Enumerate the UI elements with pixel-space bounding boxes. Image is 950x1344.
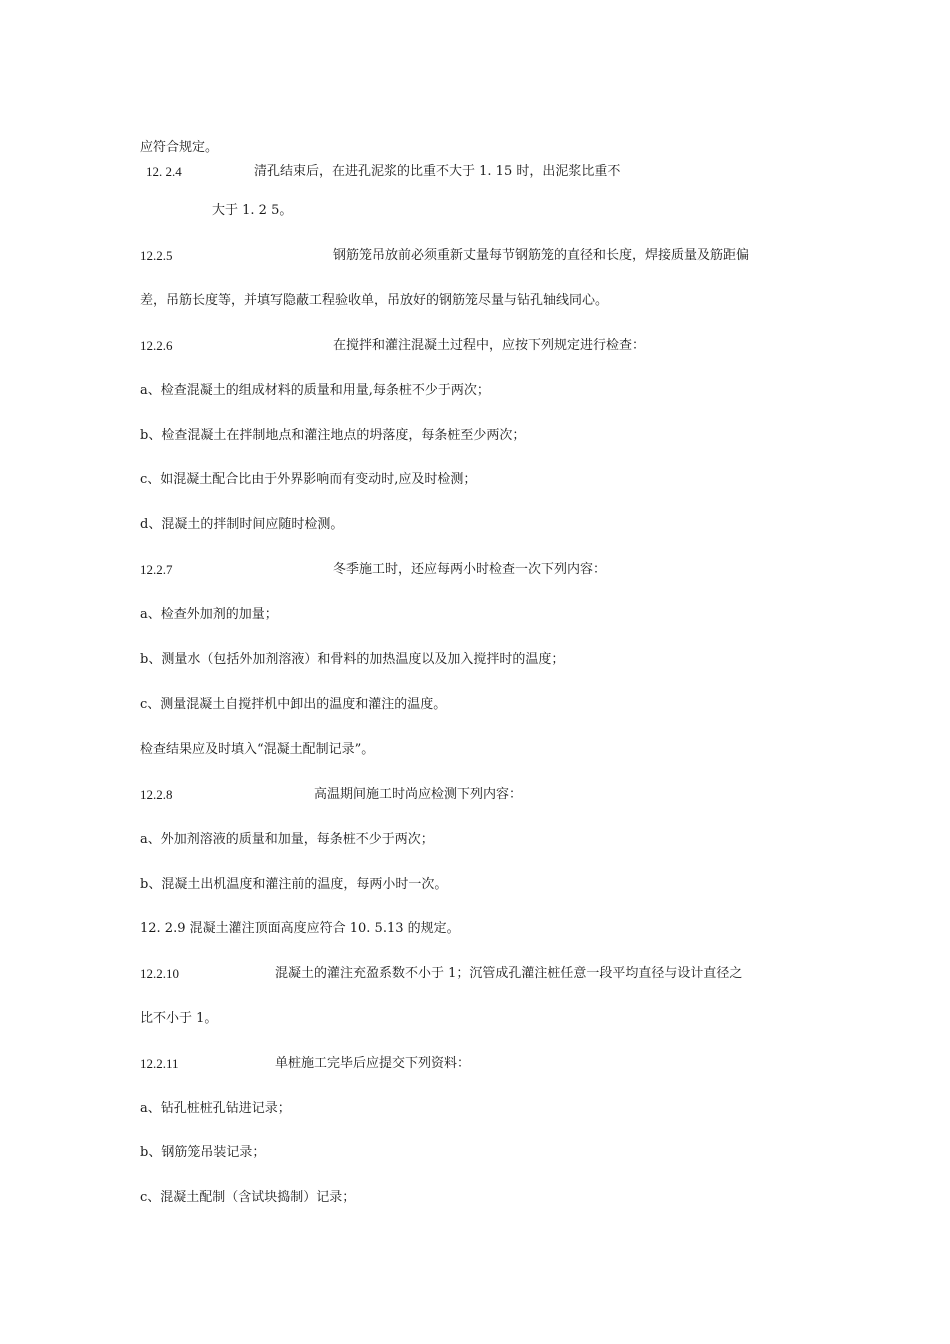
clause-number-12-2-11: 12.2.11 [140, 1056, 179, 1071]
list-item: c、混凝土配制（含试块捣制）记录； [140, 1190, 356, 1205]
list-item: a、检查混凝土的组成材料的质量和用量,每条桩不少于两次； [140, 383, 490, 398]
clause-text-12-2-8: 高温期间施工时尚应检测下列内容： [314, 787, 523, 802]
list-item: a、检查外加剂的加量； [140, 607, 278, 622]
list-item: b、检查混凝土在拌制地点和灌注地点的坍落度，每条桩至少两次； [140, 428, 526, 443]
clause-text-12-2-11: 单桩施工完毕后应提交下列资料： [275, 1056, 471, 1071]
clause-number-12-2-6: 12.2.6 [140, 338, 173, 353]
clause-number-12-2-7: 12.2.7 [140, 562, 173, 577]
clause-text-12-2-5-cont: 差，吊筋长度等，并填写隐蔽工程验收单，吊放好的钢筋笼尽量与钻孔轴线同心。 [140, 293, 609, 308]
list-item: c、测量混凝土自搅拌机中卸出的温度和灌注的温度。 [140, 697, 447, 712]
clause-text-12-2-6: 在搅拌和灌注混凝土过程中，应按下列规定进行检查： [333, 338, 646, 353]
list-item: c、如混凝土配合比由于外界影响而有变动时,应及时检测； [140, 472, 477, 487]
clause-text-12-2-5: 钢筋笼吊放前必须重新丈量每节钢筋笼的直径和长度，焊接质量及筋距偏 [333, 248, 750, 263]
clause-text-12-2-7: 冬季施工时，还应每两小时检查一次下列内容： [333, 562, 607, 577]
clause-number-12-2-8: 12.2.8 [140, 787, 173, 802]
list-item: b、混凝土出机温度和灌注前的温度，每两小时一次。 [140, 877, 448, 892]
clause-text-12-2-10-cont: 比不小于 1。 [140, 1011, 218, 1026]
clause-text-12-2-9: 12. 2.9 混凝土灌注顶面高度应符合 10. 5.13 的规定。 [140, 921, 460, 936]
list-item: a、钻孔桩桩孔钻进记录； [140, 1101, 291, 1116]
clause-text-12-2-4-cont: 大于 1. 2 5。 [212, 203, 293, 218]
clause-number-12-2-5: 12.2.5 [140, 248, 173, 263]
paragraph-continuation: 应符合规定。 [140, 140, 219, 155]
list-item: b、钢筋笼吊装记录； [140, 1145, 266, 1160]
clause-note-12-2-7: 检查结果应及时填入“混凝土配制记录”。 [140, 742, 375, 757]
clause-number-12-2-4: 12. 2.4 [146, 164, 182, 179]
clause-text-12-2-4: 清孔结束后，在进孔泥浆的比重不大于 1. 15 时，出泥浆比重不 [254, 164, 621, 179]
list-item: b、测量水（包括外加剂溶液）和骨料的加热温度以及加入搅拌时的温度； [140, 652, 565, 667]
clause-text-12-2-10: 混凝土的灌注充盈系数不小于 1；沉管成孔灌注桩任意一段平均直径与设计直径之 [275, 966, 743, 981]
list-item: d、混凝土的拌制时间应随时检测。 [140, 517, 344, 532]
list-item: a、外加剂溶液的质量和加量，每条桩不少于两次； [140, 832, 434, 847]
clause-number-12-2-10: 12.2.10 [140, 966, 179, 981]
